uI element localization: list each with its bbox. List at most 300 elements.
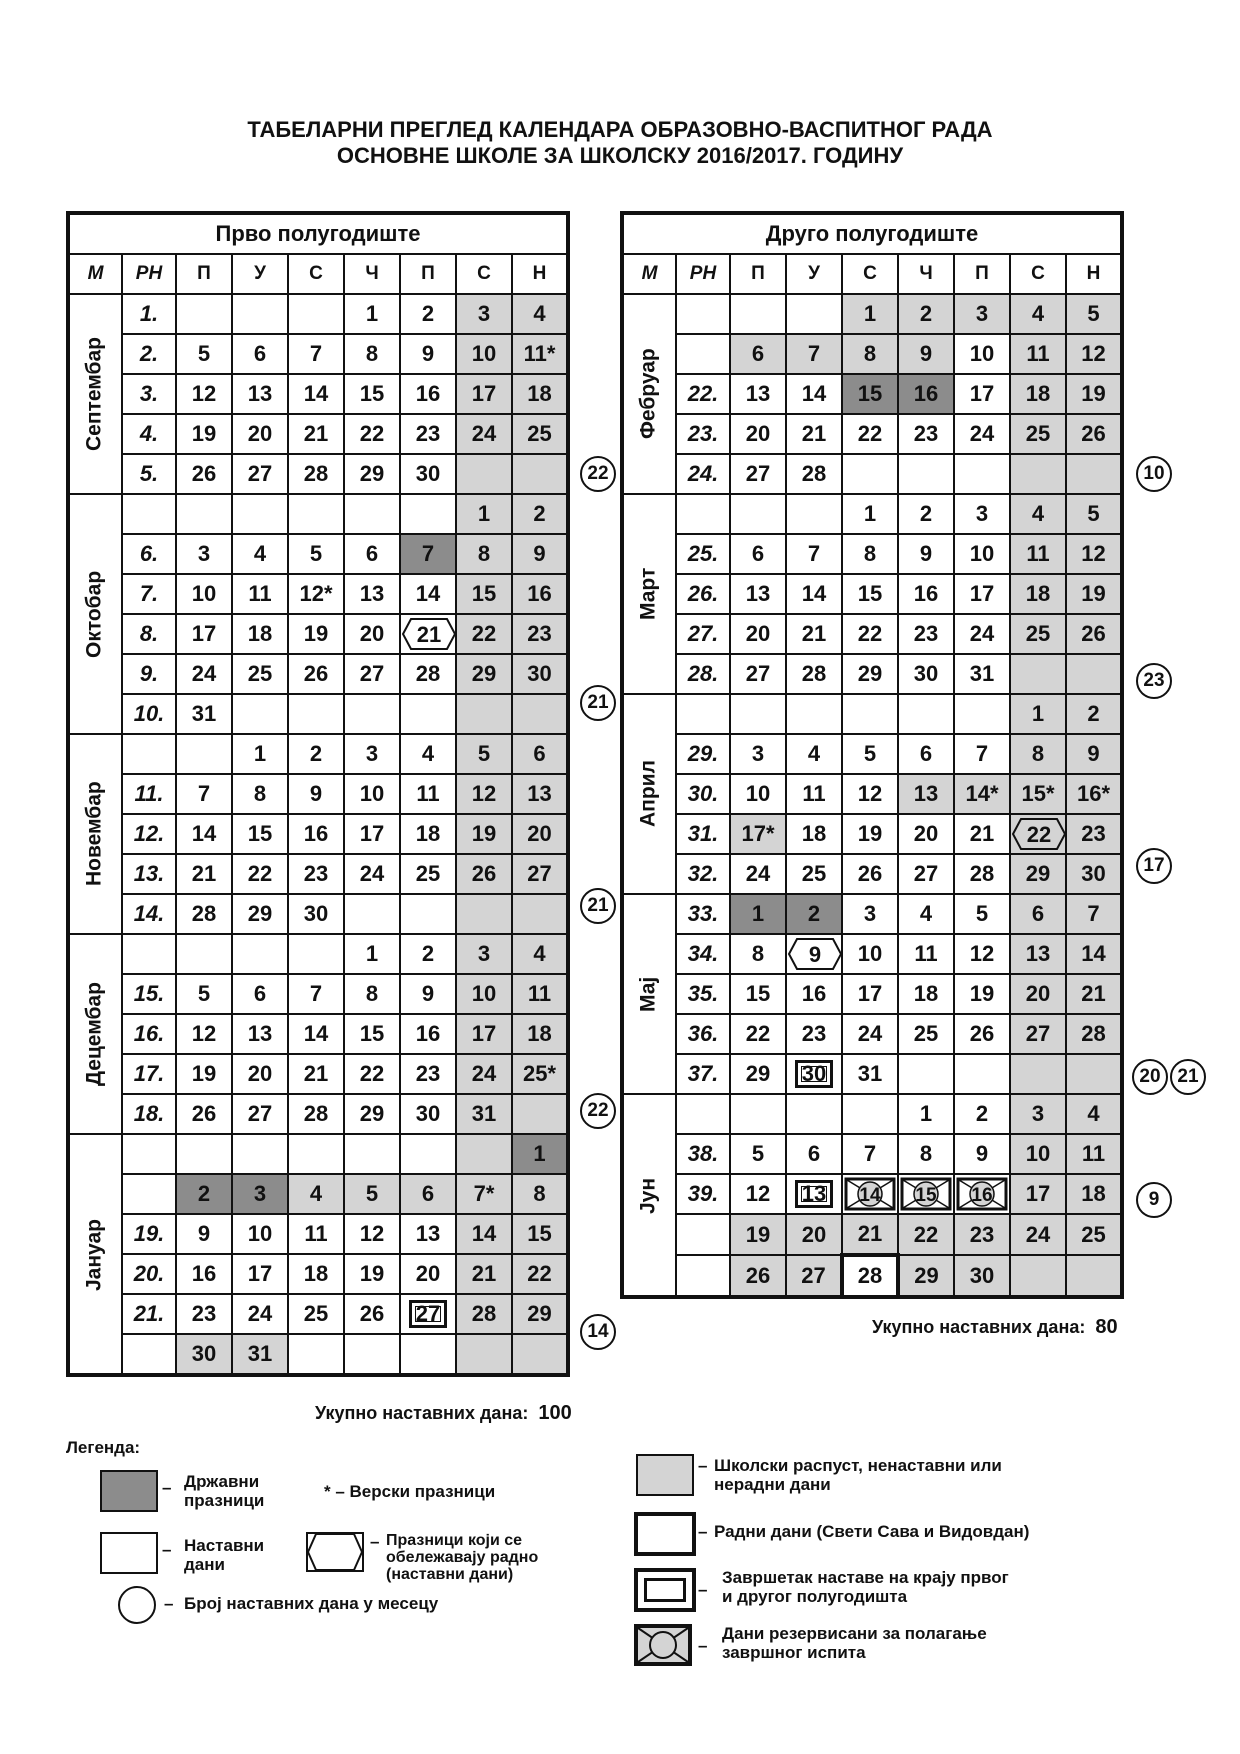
day-cell: 9: [954, 1134, 1010, 1174]
week-row: [622, 854, 1122, 894]
day-cell: 9: [400, 974, 456, 1014]
day-cell: 18: [232, 614, 288, 654]
day-cell: 8: [730, 934, 786, 974]
day-cell: 27: [232, 1094, 288, 1134]
month-name: Септембар: [68, 294, 122, 494]
day-cell: 11: [1010, 334, 1066, 374]
day-cell: 12: [954, 934, 1010, 974]
day-cell: 5: [288, 534, 344, 574]
legend-exam-day-icon: [634, 1624, 692, 1666]
day-cell: 14: [288, 374, 344, 414]
day-cell: 19: [1066, 574, 1122, 614]
week-number: 7.: [122, 574, 176, 614]
day-cell: 24: [456, 414, 512, 454]
day-cell: [512, 1334, 568, 1375]
day-cell: 8: [1010, 734, 1066, 774]
day-cell: 7: [288, 974, 344, 1014]
week-row: [622, 294, 1122, 334]
day-cell: 19: [1066, 374, 1122, 414]
day-cell: 1: [232, 734, 288, 774]
day-cell: [456, 694, 512, 734]
day-cell: 21: [288, 414, 344, 454]
day-cell: 21: [456, 1254, 512, 1294]
week-row: [68, 574, 568, 614]
week-number: 16.: [122, 1014, 176, 1054]
day-cell: 16: [400, 374, 456, 414]
day-cell: 11: [898, 934, 954, 974]
day-cell: [1010, 654, 1066, 694]
day-cell: 23: [176, 1294, 232, 1334]
week-number: [122, 1174, 176, 1214]
day-cell: 22: [344, 1054, 400, 1094]
week-row: [622, 1054, 1122, 1094]
end-of-term-day: 13: [795, 1180, 833, 1208]
day-cell: 17: [842, 974, 898, 1014]
day-cell: 4: [786, 734, 842, 774]
day-cell: 20: [730, 614, 786, 654]
day-cell: 11: [400, 774, 456, 814]
day-cell: 6: [898, 734, 954, 774]
day-cell: 15: [344, 1014, 400, 1054]
day-cell: 15: [456, 574, 512, 614]
day-cell: 19: [456, 814, 512, 854]
week-number: [676, 1094, 730, 1134]
day-cell: 3: [730, 734, 786, 774]
days-count-circle: 23: [1136, 663, 1172, 699]
day-cell: 24: [232, 1294, 288, 1334]
day-cell: 12: [456, 774, 512, 814]
day-cell: 29: [842, 654, 898, 694]
week-number: [122, 1334, 176, 1375]
day-cell: 25: [786, 854, 842, 894]
day-cell: 26: [456, 854, 512, 894]
day-cell: [1010, 1054, 1066, 1094]
day-cell: [730, 294, 786, 334]
day-cell: 22: [344, 414, 400, 454]
day-cell: 16*: [1066, 774, 1122, 814]
day-cell: 7: [786, 534, 842, 574]
week-number: 36.: [676, 1014, 730, 1054]
day-cell: 24: [456, 1054, 512, 1094]
day-cell: 29: [232, 894, 288, 934]
week-row: [622, 974, 1122, 1014]
day-cell: 30: [1066, 854, 1122, 894]
day-cell: 10: [344, 774, 400, 814]
day-cell: 7: [400, 534, 456, 574]
header-day-3: Ч: [898, 254, 954, 294]
week-row: [68, 774, 568, 814]
day-cell: 16: [898, 374, 954, 414]
day-cell: 21: [786, 414, 842, 454]
day-cell: 28: [176, 894, 232, 934]
day-cell: [786, 1094, 842, 1134]
day-cell: 18: [1010, 574, 1066, 614]
day-cell: 5: [344, 1174, 400, 1214]
day-cell: 8: [344, 974, 400, 1014]
week-number: 37.: [676, 1054, 730, 1094]
day-cell: 26: [288, 654, 344, 694]
week-row: [68, 1334, 568, 1375]
day-cell: 11: [786, 774, 842, 814]
day-cell: 24: [176, 654, 232, 694]
month-name: Април: [622, 694, 676, 894]
day-cell: 20: [400, 1254, 456, 1294]
day-cell: 8: [512, 1174, 568, 1214]
day-cell: 10: [232, 1214, 288, 1254]
week-row: [622, 1174, 1122, 1214]
day-cell: [288, 494, 344, 534]
legend-working-days: Радни дани (Свети Сава и Видовдан): [714, 1522, 1030, 1541]
day-cell: 27: [730, 654, 786, 694]
day-cell: [1066, 654, 1122, 694]
day-cell: 17: [954, 574, 1010, 614]
day-cell: 24: [842, 1014, 898, 1054]
day-cell: 4: [512, 294, 568, 334]
second-half-total: [872, 1316, 1118, 1339]
week-row: [622, 1014, 1122, 1054]
day-cell: 28: [1066, 1014, 1122, 1054]
day-cell: 17: [232, 1254, 288, 1294]
day-cell: [842, 1094, 898, 1134]
day-cell: [400, 494, 456, 534]
day-cell: 27: [786, 1255, 842, 1297]
days-count-circle: 21: [580, 685, 616, 721]
week-row: [68, 814, 568, 854]
day-cell: 13: [512, 774, 568, 814]
day-cell: 5: [1066, 494, 1122, 534]
day-cell: 16: [898, 574, 954, 614]
day-cell: 9: [288, 774, 344, 814]
legend-state-holidays: Државни празници: [184, 1472, 265, 1510]
legend-break-swatch: [636, 1454, 694, 1496]
day-cell: 29: [512, 1294, 568, 1334]
week-number: 33.: [676, 894, 730, 934]
day-cell: 12: [842, 774, 898, 814]
day-cell: 19: [730, 1214, 786, 1255]
day-cell: 20: [1010, 974, 1066, 1014]
day-cell: 1: [456, 494, 512, 534]
svg-text:16: 16: [971, 1185, 993, 1206]
day-cell: 10: [954, 534, 1010, 574]
header-day-5: С: [456, 254, 512, 294]
day-cell: 1: [898, 1094, 954, 1134]
week-number: 23.: [676, 414, 730, 454]
week-row: [622, 934, 1122, 974]
week-row: [68, 1054, 568, 1094]
day-cell: 19: [176, 414, 232, 454]
title-line1: ТАБЕЛАРНИ ПРЕГЛЕД КАЛЕНДАРА ОБРАЗОВНО-ВАСПИТНОГ РАДА: [247, 117, 993, 142]
day-cell: [730, 1094, 786, 1134]
day-cell: 8: [842, 334, 898, 374]
month-name: Мај: [622, 894, 676, 1094]
day-cell: 14: [786, 574, 842, 614]
day-cell: 15: [842, 374, 898, 414]
week-number: 27.: [676, 614, 730, 654]
header-month: М: [68, 254, 122, 294]
day-cell: 5: [1066, 294, 1122, 334]
legend-working-day-swatch: [634, 1512, 696, 1556]
days-count-circle: 9: [1136, 1182, 1172, 1218]
day-cell: 1: [730, 894, 786, 934]
day-cell: 14: [786, 374, 842, 414]
week-number: [122, 934, 176, 974]
day-cell: 26: [176, 1094, 232, 1134]
day-cell: 24: [954, 614, 1010, 654]
day-cell: 31: [842, 1054, 898, 1094]
day-cell: 30: [400, 1094, 456, 1134]
day-cell: 4: [400, 734, 456, 774]
day-cell: 21: [288, 1054, 344, 1094]
day-cell: 17: [954, 374, 1010, 414]
week-row: [68, 334, 568, 374]
day-cell: 13: [400, 1214, 456, 1254]
week-row: [68, 694, 568, 734]
day-cell: 17*: [730, 814, 786, 854]
week-number: [122, 494, 176, 534]
week-number: 4.: [122, 414, 176, 454]
day-cell: 14*: [954, 774, 1010, 814]
header-day-6: Н: [1066, 254, 1122, 294]
header-day-6: Н: [512, 254, 568, 294]
day-cell: 2: [288, 734, 344, 774]
day-cell: 24: [344, 854, 400, 894]
week-row: [68, 294, 568, 334]
day-cell: 8: [842, 534, 898, 574]
week-number: 14.: [122, 894, 176, 934]
day-cell: 16: [786, 974, 842, 1014]
first-half-table: [66, 211, 570, 1377]
week-row: [68, 614, 568, 654]
title-line2: ОСНОВНЕ ШКОЛЕ ЗА ШКОЛСКУ 2016/2017. ГОДИНУ: [336, 143, 904, 168]
week-row: [68, 654, 568, 694]
day-cell: 16: [400, 1014, 456, 1054]
week-number: 10.: [122, 694, 176, 734]
header-day-3: Ч: [344, 254, 400, 294]
svg-text:22: 22: [1026, 822, 1052, 847]
day-cell: [898, 694, 954, 734]
day-cell: 5: [730, 1134, 786, 1174]
day-cell: [954, 454, 1010, 494]
day-cell: 26: [344, 1294, 400, 1334]
week-row: [68, 374, 568, 414]
day-cell: 30: [512, 654, 568, 694]
day-cell: 26: [954, 1014, 1010, 1054]
day-cell: 27: [512, 854, 568, 894]
day-cell: 19: [344, 1254, 400, 1294]
day-cell: 3: [456, 294, 512, 334]
legend-title: Легенда:: [66, 1438, 141, 1457]
day-cell: 14: [288, 1014, 344, 1054]
week-row: [622, 1214, 1122, 1255]
day-cell: 15*: [1010, 774, 1066, 814]
week-row: [622, 614, 1122, 654]
day-cell: 24: [1010, 1214, 1066, 1255]
day-cell: [232, 934, 288, 974]
day-cell: 11*: [512, 334, 568, 374]
day-cell: 28: [842, 1255, 898, 1297]
day-cell: [786, 1174, 842, 1214]
day-cell: [344, 1134, 400, 1174]
day-cell: 3: [456, 934, 512, 974]
day-cell: 16: [512, 574, 568, 614]
day-cell: [344, 694, 400, 734]
day-cell: [344, 494, 400, 534]
day-cell: [730, 494, 786, 534]
day-cell: 30: [288, 894, 344, 934]
day-cell: 31: [954, 654, 1010, 694]
day-cell: 20: [786, 1214, 842, 1255]
day-cell: 2: [400, 294, 456, 334]
day-cell: 7: [176, 774, 232, 814]
week-number: 13.: [122, 854, 176, 894]
day-cell: [1066, 1255, 1122, 1297]
day-cell: [786, 1054, 842, 1094]
day-cell: 20: [898, 814, 954, 854]
week-number: 1.: [122, 294, 176, 334]
day-cell: 3: [176, 534, 232, 574]
days-count-circle: 22: [580, 1093, 616, 1129]
day-cell: [786, 294, 842, 334]
day-cell: 18: [512, 374, 568, 414]
header-day-4: П: [400, 254, 456, 294]
day-cell: [898, 1174, 954, 1214]
day-cell: 28: [786, 454, 842, 494]
day-cell: [954, 1054, 1010, 1094]
day-cell: [786, 934, 842, 974]
day-cell: 16: [176, 1254, 232, 1294]
header-day-2: С: [842, 254, 898, 294]
day-cell: 24: [730, 854, 786, 894]
day-cell: [786, 694, 842, 734]
week-number: 2.: [122, 334, 176, 374]
week-number: 19.: [122, 1214, 176, 1254]
day-cell: 8: [344, 334, 400, 374]
day-cell: [400, 694, 456, 734]
day-cell: 15: [512, 1214, 568, 1254]
hexagon-icon: [401, 617, 456, 651]
day-cell: 17: [1010, 1174, 1066, 1214]
week-number: 15.: [122, 974, 176, 1014]
day-cell: 25: [898, 1014, 954, 1054]
day-cell: 4: [1066, 1094, 1122, 1134]
legend-school-day-swatch: [100, 1532, 158, 1574]
day-cell: 6: [232, 974, 288, 1014]
second-half-title: Друго полугодиште: [622, 213, 1122, 254]
week-row: [68, 1094, 568, 1134]
day-cell: 12: [1066, 334, 1122, 374]
svg-text:14: 14: [859, 1185, 881, 1206]
week-number: 30.: [676, 774, 730, 814]
day-cell: 25: [1010, 414, 1066, 454]
week-number: [676, 1255, 730, 1297]
days-count-circle: 10: [1136, 456, 1172, 492]
week-number: 3.: [122, 374, 176, 414]
week-number: 11.: [122, 774, 176, 814]
day-cell: 2: [898, 294, 954, 334]
day-cell: 29: [344, 1094, 400, 1134]
day-cell: 11: [232, 574, 288, 614]
exam-day-icon: [956, 1177, 1008, 1211]
days-count-circle: 22: [580, 456, 616, 492]
day-cell: 23: [512, 614, 568, 654]
day-cell: 7: [954, 734, 1010, 774]
day-cell: 13: [232, 374, 288, 414]
end-of-term-day: 30: [795, 1060, 833, 1088]
day-cell: 23: [1066, 814, 1122, 854]
week-number: 34.: [676, 934, 730, 974]
week-row: [68, 1134, 568, 1174]
day-cell: [512, 1094, 568, 1134]
day-cell: 27: [344, 654, 400, 694]
day-cell: 16: [288, 814, 344, 854]
month-name: Новембар: [68, 734, 122, 934]
day-cell: 6: [512, 734, 568, 774]
day-cell: 26: [1066, 614, 1122, 654]
first-half-total-value: 100: [538, 1402, 572, 1424]
week-number: 28.: [676, 654, 730, 694]
day-cell: [232, 294, 288, 334]
day-cell: 23: [898, 614, 954, 654]
day-cell: 4: [1010, 494, 1066, 534]
legend-working-holidays: Празници који се обележавају радно (наставни дани): [386, 1532, 539, 1583]
day-cell: 4: [232, 534, 288, 574]
day-cell: 10: [730, 774, 786, 814]
day-cell: [232, 494, 288, 534]
week-number: [676, 294, 730, 334]
week-number: 29.: [676, 734, 730, 774]
day-cell: 20: [232, 1054, 288, 1094]
day-cell: 13: [898, 774, 954, 814]
week-row: [622, 1255, 1122, 1297]
header-day-0: П: [176, 254, 232, 294]
day-cell: 12: [344, 1214, 400, 1254]
day-cell: 25: [1066, 1214, 1122, 1255]
day-cell: 11: [288, 1214, 344, 1254]
week-row: [622, 374, 1122, 414]
week-number: [676, 1214, 730, 1255]
day-cell: [898, 454, 954, 494]
day-cell: [176, 934, 232, 974]
day-cell: 22: [456, 614, 512, 654]
day-cell: 3: [954, 494, 1010, 534]
day-cell: 12: [1066, 534, 1122, 574]
day-cell: 28: [288, 1094, 344, 1134]
day-cell: 2: [786, 894, 842, 934]
day-cell: [176, 1134, 232, 1174]
day-cell: 10: [456, 974, 512, 1014]
day-cell: [400, 1294, 456, 1334]
day-cell: 14: [456, 1214, 512, 1254]
day-cell: [400, 1134, 456, 1174]
day-cell: 31: [232, 1334, 288, 1375]
day-cell: 26: [842, 854, 898, 894]
header-day-1: У: [232, 254, 288, 294]
day-cell: 25: [400, 854, 456, 894]
week-row: [68, 1214, 568, 1254]
svg-text:21: 21: [416, 622, 442, 647]
day-cell: 23: [400, 414, 456, 454]
day-cell: 6: [786, 1134, 842, 1174]
day-cell: 11: [512, 974, 568, 1014]
day-cell: 4: [512, 934, 568, 974]
days-count-circle: 21: [580, 888, 616, 924]
week-row: [68, 894, 568, 934]
day-cell: [400, 614, 456, 654]
legend-school-days: Наставни дани: [184, 1536, 265, 1574]
day-cell: [288, 294, 344, 334]
day-cell: 26: [176, 454, 232, 494]
week-number: 35.: [676, 974, 730, 1014]
